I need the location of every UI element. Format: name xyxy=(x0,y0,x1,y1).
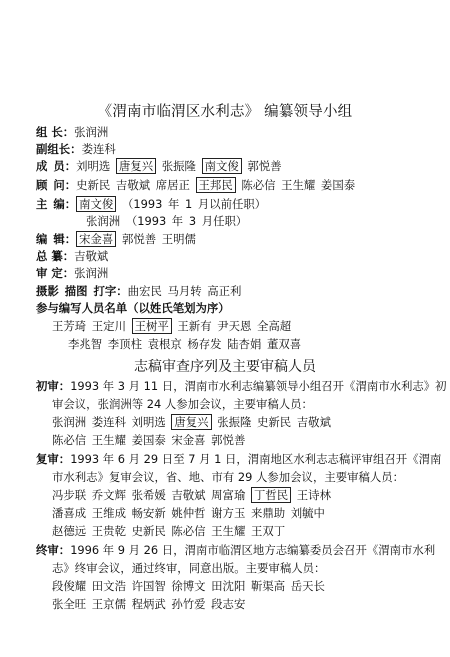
deputy-leader-value: 娄连科 xyxy=(81,142,116,156)
first-review-text-2: 审会议，张润洲等 24 人参加会议，主要审稿人员： xyxy=(52,397,313,411)
second-review-names-line5: 赵德远 王贵乾 史新民 陈必信 王生耀 王双丁 xyxy=(52,524,286,538)
contributors-line-2 xyxy=(68,336,301,352)
second-review-boxed: 丁哲民 xyxy=(251,487,291,503)
advisors-names-b: 陈必信 王生耀 姜国泰 xyxy=(241,178,356,192)
first-review-line-3 xyxy=(52,414,331,430)
chief-editor-note1: （1993 年 1 月以前任职） xyxy=(121,197,267,211)
editors-row xyxy=(36,231,196,247)
second-review-label: 复审： xyxy=(36,452,71,466)
first-review-label: 初审： xyxy=(36,379,71,393)
editors-label: 编 辑： xyxy=(36,232,77,246)
contributors-names-b: 王新有 尹天恩 全高超 xyxy=(177,319,292,333)
members-names-a: 刘明选 xyxy=(76,159,111,173)
second-review-names-a: 冯步联 乔文辉 张希媛 吉敬斌 周富瑜 xyxy=(52,488,246,502)
first-review-line-4 xyxy=(52,432,245,448)
group-title: 《渭南市临渭区水利志》 编纂领导小组 xyxy=(97,104,353,120)
second-review-text-2: 市水利志》复审会议，省、地、市有 29 人参加会议，主要审稿人员： xyxy=(52,470,405,484)
chief-editor-row xyxy=(36,196,266,212)
reviewer-row xyxy=(36,265,108,281)
reviewer-value: 张润洲 xyxy=(74,266,109,280)
first-review-line-1 xyxy=(36,378,447,394)
final-review-line-1 xyxy=(36,542,435,558)
second-review-line-3 xyxy=(52,487,331,503)
chief-editor-label: 主 编： xyxy=(36,197,77,211)
contributors-names-line2: 李兆智 李顶柱 袁根京 杨存发 陆杏娟 董双喜 xyxy=(68,337,302,351)
members-names-c: 郭悦善 xyxy=(247,159,282,173)
members-boxed-a: 唐复兴 xyxy=(116,158,156,174)
advisors-names-a: 史新民 吉敬斌 席居正 xyxy=(76,178,190,192)
final-review-names-line4: 张全旺 王京儒 程炳武 孙竹爱 段志安 xyxy=(52,597,246,611)
group-leader-label: 组 长： xyxy=(36,125,75,139)
deputy-leader-row xyxy=(36,141,116,157)
second-review-line-1 xyxy=(36,451,441,467)
review-title: 志稿审查序列及主要审稿人员 xyxy=(134,359,316,375)
contributors-label: 参与编写人员名单（以姓氏笔划为序） xyxy=(36,301,230,315)
chief-editor-note2: （1993 年 3 月任职） xyxy=(125,214,248,228)
members-label: 成 员： xyxy=(36,159,77,173)
advisors-label: 顾 问： xyxy=(36,178,77,192)
editors-boxed: 宋金喜 xyxy=(76,231,116,247)
members-row xyxy=(36,158,282,174)
first-review-text-1: 1993 年 3 月 11 日，渭南市水利志编纂领导小组召开《渭南市水利志》初 xyxy=(70,379,447,393)
editors-names: 郭悦善 王明儒 xyxy=(121,232,196,246)
contributors-names-a: 王芳琦 王定川 xyxy=(52,319,126,333)
chief-editor-name2: 张润洲 xyxy=(86,214,121,228)
second-review-line-5 xyxy=(52,523,285,539)
advisors-boxed: 王邦民 xyxy=(196,177,236,193)
first-review-boxed: 唐复兴 xyxy=(171,414,211,430)
first-review-names-b: 张振隆 史新民 吉敬斌 xyxy=(217,415,331,429)
compiler-value: 吉敬斌 xyxy=(74,249,109,263)
photo-row xyxy=(36,283,241,299)
final-review-text-2: 志》终审会议，通过终审，同意出版。主要审稿人员： xyxy=(52,561,326,575)
compiler-label: 总 纂： xyxy=(36,249,75,263)
second-review-line-2 xyxy=(52,469,404,485)
second-review-names-line4: 潘喜成 王维成 畅安新 姚仲哲 谢方玉 来鼎助 刘毓中 xyxy=(52,506,325,520)
advisors-row xyxy=(36,177,355,193)
second-review-line-4 xyxy=(52,505,325,521)
final-review-label: 终审： xyxy=(36,543,71,557)
final-review-text-1: 1996 年 9 月 26 日，渭南市临渭区地方志编纂委员会召开《渭南市水利 xyxy=(70,543,436,557)
final-review-names-line3: 段俊耀 田文浩 许国智 徐博文 田沈阳 靳渠高 岳天长 xyxy=(52,579,325,593)
second-review-names-b: 王诗林 xyxy=(296,488,331,502)
deputy-leader-label: 副组长： xyxy=(36,142,82,156)
first-review-names-a: 张润洲 娄连科 刘明选 xyxy=(52,415,166,429)
group-leader-row xyxy=(36,124,108,140)
second-review-text-1: 1993 年 6 月 29 日至 7 月 1 日，渭南地区水利志志稿评审组召开《渭南 xyxy=(70,452,442,466)
members-boxed-b: 南文俊 xyxy=(202,158,242,174)
chief-editor-boxed: 南文俊 xyxy=(76,196,116,212)
group-leader-value: 张润洲 xyxy=(74,125,109,139)
photo-label: 摄影 描图 打字： xyxy=(36,284,128,298)
contributors-line-1 xyxy=(52,318,291,334)
compiler-row xyxy=(36,248,108,264)
contributors-heading xyxy=(36,300,230,316)
final-review-line-2 xyxy=(52,560,325,576)
photo-value: 曲宏民 马月转 高正利 xyxy=(127,284,242,298)
reviewer-label: 审 定： xyxy=(36,266,75,280)
final-review-line-3 xyxy=(52,578,325,594)
contributors-boxed: 王树平 xyxy=(132,318,172,334)
members-names-b: 张振隆 xyxy=(161,159,196,173)
chief-editor-row-2 xyxy=(86,213,247,229)
final-review-line-4 xyxy=(52,596,245,612)
first-review-names-line4: 陈必信 王生耀 姜国泰 宋金喜 郭悦善 xyxy=(52,433,246,447)
first-review-line-2 xyxy=(52,396,313,412)
